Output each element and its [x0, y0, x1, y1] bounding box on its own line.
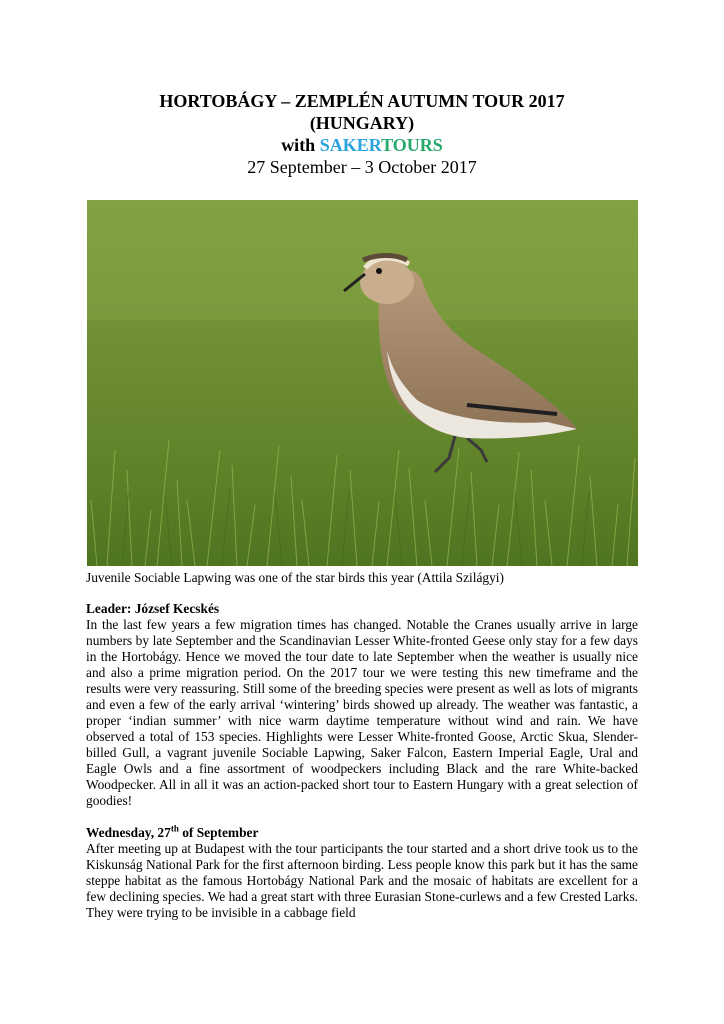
leader-heading: Leader: József Kecskés — [86, 601, 220, 616]
photo-caption: Juvenile Sociable Lapwing was one of the star birds this year (Attila Szilágyi) — [86, 570, 504, 585]
tour-country: (HUNGARY) — [309, 113, 415, 133]
day1-heading — [86, 825, 638, 841]
with-text: with — [281, 135, 320, 155]
title-block — [0, 90, 724, 178]
tour-operator-line — [0, 134, 724, 156]
day1-heading-suffix: th — [170, 823, 179, 834]
brand-tours: TOURS — [381, 135, 443, 155]
report-body — [86, 601, 638, 921]
tour-dates: 27 September – 3 October 2017 — [247, 157, 477, 177]
day1-heading-month: of September — [178, 825, 259, 840]
tour-title: HORTOBÁGY – ZEMPLÉN AUTUMN TOUR 2017 — [159, 91, 565, 111]
day1-heading-date: Wednesday, 27 — [86, 825, 171, 840]
lapwing-photo — [87, 200, 638, 566]
paragraph-spacer — [86, 809, 638, 825]
brand-saker: SAKER — [319, 135, 382, 155]
leader-paragraph: In the last few years a few migration times has changed. Notable the Cranes usually arrive in large numbers by late September and the Scandinavian Lesser White-fronted Geese only stay for a few days in the Hortobágy. Hence we moved the tour date to late September when the weather is usually nice and also a prime migration period. On the 2017 tour we were testing this new timeframe and the results were very reassuring. Still some of the breeding species were present as well as lots of migrants and even a few of the early arrival ‘wintering’ birds showed up already. The weather was fantastic, a proper ‘indian summer’ with nice warm daytime temperature without wind and rain. We have observed a total of 153 species. Highlights were Lesser White-fronted Goose, Arctic Skua, Slender-billed Gull, a vagrant juvenile Sociable Lapwing, Saker Falcon, Eastern Imperial Eagle, Ural and Eagle Owls and a fine assortment of woodpeckers including Black and the rare White-backed Woodpecker. All in all it was an action-packed short tour to Eastern Hungary with a great selection of goodies! — [86, 617, 638, 808]
day1-paragraph: After meeting up at Budapest with the tour participants the tour started and a short drive took us to the Kiskunság National Park for the first afternoon birding. Less people know this park but it has the same steppe habitat as the famous Hortobágy National Park and the mosaic of habitats are excellent for a few declining species. We had a great start with three Eurasian Stone-curlews and a few Crested Larks. They were trying to be invisible in a cabbage field — [86, 841, 638, 920]
